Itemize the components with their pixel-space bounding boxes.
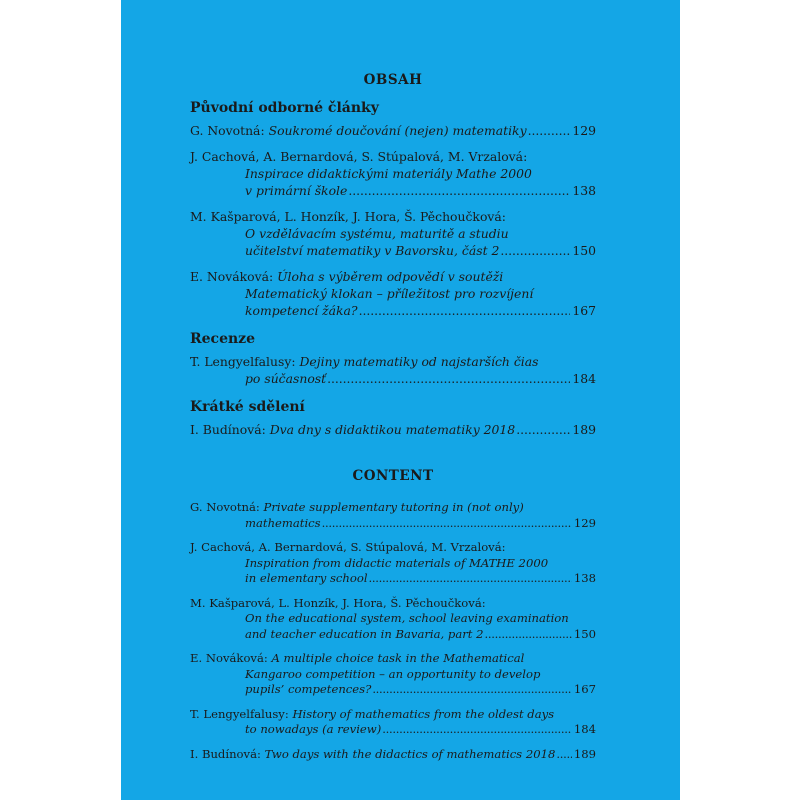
content-heading: CONTENT [352,468,434,484]
section-heading-original-articles: Původní odborné články [190,100,379,116]
entry-author: E. Nováková: [190,269,274,284]
entry-title: Private supplementary tutoring in (not only) [263,500,524,514]
dot-leader [556,747,572,763]
entry-author: T. Lengyelfalusy: [190,354,296,369]
entry-title: and teacher education in Bavaria, part 2 [245,626,484,641]
section-heading-short-communication: Krátké sdělení [190,399,305,415]
entry-author: J. Cachová, A. Bernardová, S. Stúpalová, M. Vrzalová: [190,540,506,554]
entry-title: Inspirace didaktickými materiály Mathe 2000 [245,166,532,181]
entry-title: History of mathematics from the oldest days [292,706,555,721]
entry-page: 150 [572,243,596,258]
toc-entry [190,540,596,587]
entry-title: po súčasnosť [245,371,327,386]
dot-leader [500,242,570,259]
entry-title: pupils’ competences? [245,682,372,696]
entry-page: 184 [572,371,596,386]
dot-leader [516,421,570,438]
entry-title: Matematický klokan – příležitost pro rozvíjení [245,286,534,301]
toc-entry [190,268,596,319]
entry-page: 129 [573,515,596,530]
entry-title: A multiple choice task in the Mathematical [271,651,525,665]
entry-title: Inspiration from didactic materials of MATHE 2000 [245,555,549,570]
entry-title: kompetencí žáka? [245,303,358,318]
entry-title: Dva dny s didaktikou matematiky 2018 [269,422,516,437]
entry-title: učitelství matematiky v Bavorsku, část 2 [245,243,500,258]
dot-leader [322,516,572,532]
entry-author: G. Novotná: [190,123,265,138]
dot-leader [348,182,570,199]
entry-title: Úloha s výběrem odpovědí v soutěži [277,269,504,284]
dot-leader [485,627,572,643]
toc-entry [190,122,596,139]
entry-title: Two days with the didactics of mathematics 2018 [264,746,556,761]
entry-author: T. Lengyelfalusy: [190,706,289,721]
table-of-contents [190,72,596,771]
toc-entry [190,353,596,387]
entry-title: Kangaroo competition – an opportunity to develop [245,666,541,681]
entry-author: M. Kašparová, L. Honzík, J. Hora, Š. Pěchoučková: [190,209,506,224]
toc-entry [190,707,596,738]
entry-page: 138 [573,571,596,585]
entry-page: 167 [573,682,596,696]
dot-leader [327,370,570,387]
entry-page: 167 [572,303,596,318]
entry-author: E. Nováková: [190,651,268,665]
entry-title: to nowadays (a review) [245,722,382,736]
obsah-heading: OBSAH [363,72,423,88]
entry-page: 150 [573,626,596,641]
dot-leader [369,571,572,587]
toc-entry [190,208,596,259]
entry-author: I. Budínová: [190,422,266,437]
dot-leader [372,682,572,698]
entry-title: v primární škole [245,183,348,198]
journal-cover [121,0,680,800]
toc-entry [190,500,596,531]
toc-entry [190,421,596,438]
dot-leader [382,722,572,738]
entry-page: 189 [572,422,596,437]
toc-entry [190,148,596,199]
dot-leader [359,302,571,319]
toc-entry [190,747,596,763]
entry-page: 129 [572,123,596,138]
entry-author: I. Budínová: [190,746,261,761]
entry-author: G. Novotná: [190,500,260,514]
entry-page: 138 [572,183,596,198]
entry-author: M. Kašparová, L. Honzík, J. Hora, Š. Pěchoučková: [190,595,486,610]
entry-page: 184 [573,722,596,736]
entry-title: O vzdělávacím systému, maturitě a studiu [245,226,509,241]
entry-title: mathematics [245,515,321,530]
section-heading-reviews: Recenze [190,331,256,347]
entry-page: 189 [573,746,596,761]
entry-title: in elementary school [245,571,368,585]
entry-title: Soukromé doučování (nejen) matematiky [268,123,527,138]
entry-title: Dejiny matematiky od najstarších čias [299,354,539,369]
toc-entry [190,596,596,643]
toc-entry [190,651,596,698]
dot-leader [528,122,571,139]
entry-author: J. Cachová, A. Bernardová, S. Stúpalová, M. Vrzalová: [190,149,528,164]
entry-title: On the educational system, school leaving examination [245,611,569,625]
